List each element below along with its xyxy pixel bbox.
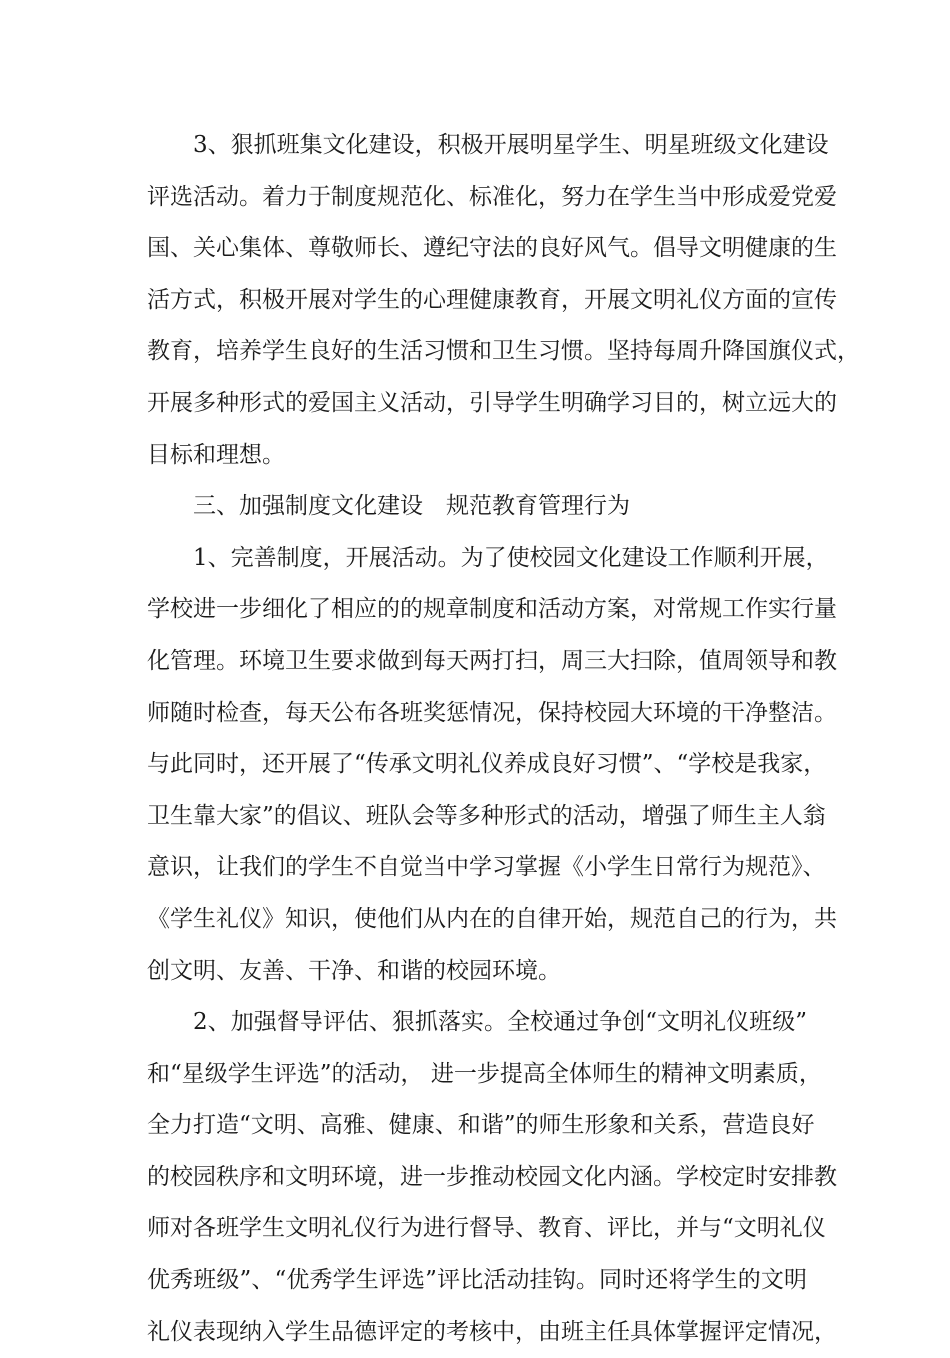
paragraph-line: 1、完善制度，开展活动。为了使校园文化建设工作顺利开展， bbox=[193, 544, 829, 571]
paragraph-line: 优秀班级”、“优秀学生评选”评比活动挂钩。同时还将学生的文明 bbox=[147, 1267, 807, 1294]
paragraph-line: 3、狠抓班集文化建设，积极开展明星学生、明星班级文化建设 bbox=[193, 132, 829, 158]
paragraph-line: 全力打造“文明、高雅、健康、和谐”的师生形象和关系，营造良好 bbox=[147, 1112, 815, 1139]
document-body bbox=[147, 120, 860, 1358]
paragraph-line: 化管理。环境卫生要求做到每天两打扫，周三大扫除，值周领导和教 bbox=[147, 647, 837, 674]
paragraph-line: 2、加强督导评估、狠抓落实。全校通过争创“文明礼仪班级” bbox=[193, 1009, 807, 1036]
paragraph-line: 和“星级学生评选”的活动， 进一步提高全体师生的精神文明素质， bbox=[147, 1060, 822, 1087]
paragraph-line: 创文明、友善、干净、和谐的校园环境。 bbox=[147, 957, 561, 984]
paragraph-line: 开展多种形式的爱国主义活动，引导学生明确学习目的，树立远大的 bbox=[147, 389, 837, 416]
paragraph-line: 《学生礼仪》知识，使他们从内在的自律开始，规范自己的行为，共 bbox=[147, 905, 837, 932]
paragraph-line: 意识，让我们的学生不自觉当中学习掌握《小学生日常行为规范》、 bbox=[147, 854, 826, 881]
paragraph-line: 评选活动。着力于制度规范化、标准化，努力在学生当中形成爱党爱 bbox=[147, 183, 837, 210]
paragraph-line: 学校进一步细化了相应的的规章制度和活动方案，对常规工作实行量 bbox=[147, 596, 837, 623]
paragraph-line: 的校园秩序和文明环境，进一步推动校园文化内涵。学校定时安排教 bbox=[147, 1163, 837, 1190]
paragraph-line: 礼仪表现纳入学生品德评定的考核中，由班主任具体掌握评定情况， bbox=[147, 1318, 837, 1345]
paragraph-line: 师随时检查，每天公布各班奖惩情况，保持校园大环境的干净整洁。 bbox=[147, 699, 837, 726]
paragraph-line: 目标和理想。 bbox=[147, 441, 285, 468]
paragraph-line: 教育，培养学生良好的生活习惯和卫生习惯。坚持每周升降国旗仪式， bbox=[147, 338, 860, 365]
paragraph-line: 国、关心集体、尊敬师长、遵纪守法的良好风气。倡导文明健康的生 bbox=[147, 235, 837, 262]
paragraph-line: 卫生靠大家”的倡议、班队会等多种形式的活动，增强了师生主人翁 bbox=[147, 802, 826, 829]
section-heading: 三、加强制度文化建设 规范教育管理行为 bbox=[193, 493, 630, 520]
paragraph-line: 活方式，积极开展对学生的心理健康教育，开展文明礼仪方面的宣传 bbox=[147, 286, 837, 313]
paragraph-line: 师对各班学生文明礼仪行为进行督导、教育、评比，并与“文明礼仪 bbox=[147, 1215, 826, 1242]
paragraph-line: 与此同时，还开展了“传承文明礼仪养成良好习惯”、“学校是我家， bbox=[147, 751, 827, 778]
